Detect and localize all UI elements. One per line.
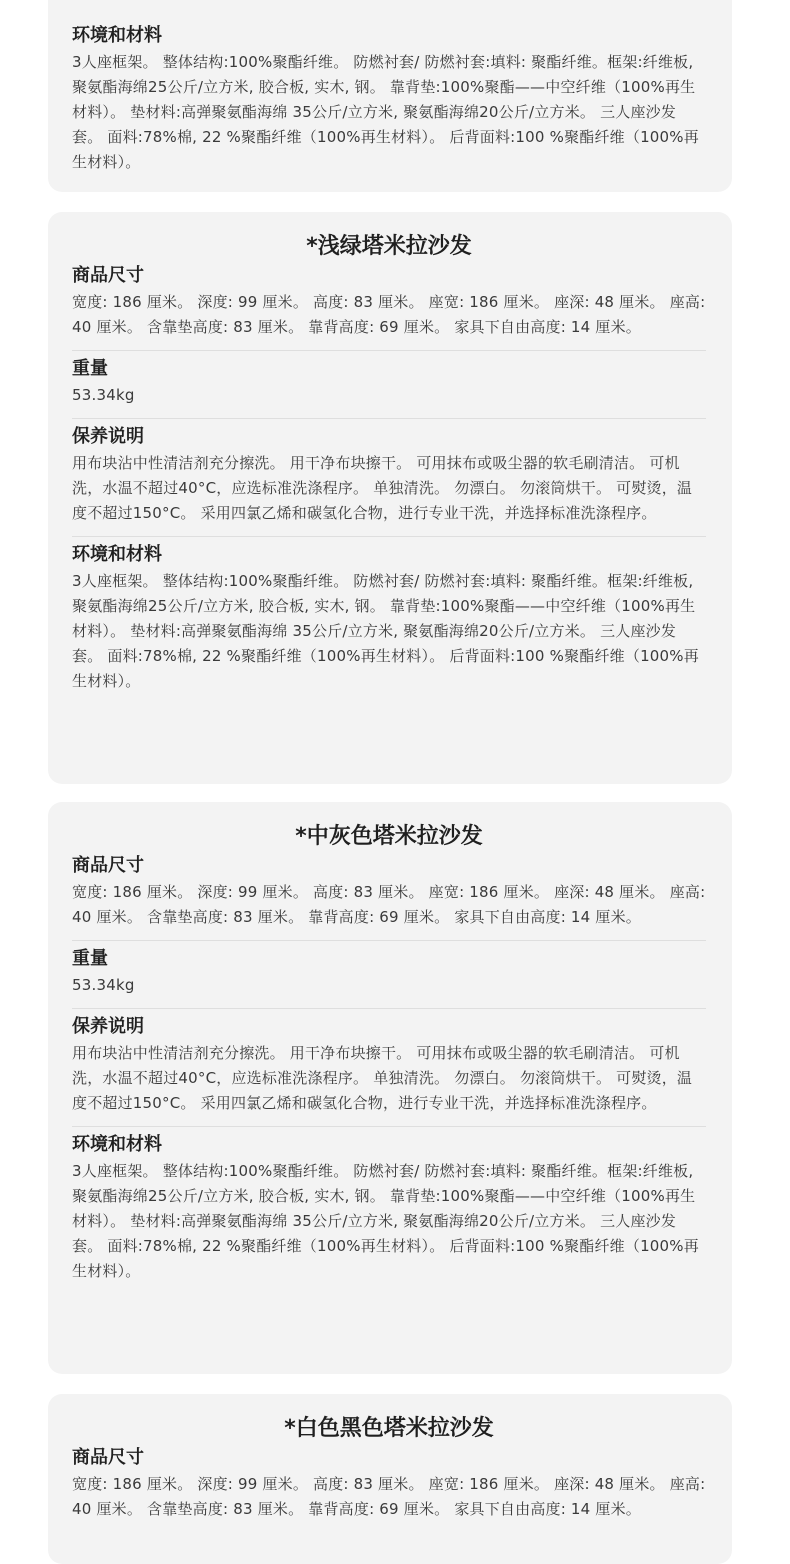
section-dimensions: [72, 854, 706, 930]
section-text: 3人座框架。 整体结构:100%聚酯纤维。 防燃衬套/ 防燃衬套:填料: 聚酯纤维。框架:纤维板, 聚氨酯海绵25公斤/立方米, 胶合板, 实木, 钢。 靠背垫:100%聚酯——中空纤维（100%再生材料）。 垫材料:高弹聚氨酯海绵 35公斤/立方米, 聚氨酯海绵20公斤/立方米。 三人座沙发套。 面料:78%棉, 22 %聚酯纤维（100%再生材料）。 后背面料:100 %聚酯纤维（100%再生材料）。: [72, 572, 699, 690]
section-materials: [72, 1126, 706, 1284]
section-text: 3人座框架。 整体结构:100%聚酯纤维。 防燃衬套/ 防燃衬套:填料: 聚酯纤维。框架:纤维板, 聚氨酯海绵25公斤/立方米, 胶合板, 实木, 钢。 靠背垫:100%聚酯——中空纤维（100%再生材料）。 垫材料:高弹聚氨酯海绵 35公斤/立方米, 聚氨酯海绵20公斤/立方米。 三人座沙发套。 面料:78%棉, 22 %聚酯纤维（100%再生材料）。 后背面料:100 %聚酯纤维（100%再生材料）。: [72, 1162, 699, 1280]
section-heading: 重量: [72, 358, 108, 379]
section-dimensions: [72, 264, 706, 340]
section-heading: 保养说明: [72, 426, 144, 447]
section-heading: 商品尺寸: [72, 855, 144, 876]
section-care: [72, 418, 706, 526]
section-materials: [72, 18, 706, 175]
section-weight: [72, 350, 706, 408]
product-card-light-green: [48, 212, 732, 784]
product-title: *白色黑色塔米拉沙发: [284, 1416, 494, 1441]
section-heading: 重量: [72, 948, 108, 969]
product-card-white-black: [48, 1394, 732, 1564]
section-heading: 商品尺寸: [72, 265, 144, 286]
section-text: 53.34kg: [72, 386, 135, 404]
section-materials: [72, 536, 706, 694]
section-text: 53.34kg: [72, 976, 135, 994]
section-text: 3人座框架。 整体结构:100%聚酯纤维。 防燃衬套/ 防燃衬套:填料: 聚酯纤维。框架:纤维板, 聚氨酯海绵25公斤/立方米, 胶合板, 实木, 钢。 靠背垫:100%聚酯——中空纤维（100%再生材料）。 垫材料:高弹聚氨酯海绵 35公斤/立方米, 聚氨酯海绵20公斤/立方米。 三人座沙发套。 面料:78%棉, 22 %聚酯纤维（100%再生材料）。 后背面料:100 %聚酯纤维（100%再生材料）。: [72, 53, 699, 171]
section-text: 宽度: 186 厘米。 深度: 99 厘米。 高度: 83 厘米。 座宽: 186 厘米。 座深: 48 厘米。 座高: 40 厘米。 含靠垫高度: 83 厘米。 靠背高度: 69 厘米。 家具下自由高度: 14 厘米。: [72, 883, 706, 926]
product-title: *浅绿塔米拉沙发: [306, 234, 472, 259]
section-heading: 环境和材料: [72, 544, 162, 565]
section-text: 用布块沾中性清洁剂充分擦洗。 用干净布块擦干。 可用抹布或吸尘器的软毛刷清洁。 可机洗，水温不超过40°C，应选标准洗涤程序。 单独清洗。 勿漂白。 勿滚筒烘干。 可熨烫，温度不超过150°C。 采用四氯乙烯和碳氢化合物，进行专业干洗，并选择标准洗涤程序。: [72, 454, 693, 522]
section-heading: 环境和材料: [72, 25, 162, 46]
product-card-partial: [48, 0, 732, 192]
section-care: [72, 1008, 706, 1116]
section-weight: [72, 940, 706, 998]
section-heading: 保养说明: [72, 1016, 144, 1037]
section-text: 用布块沾中性清洁剂充分擦洗。 用干净布块擦干。 可用抹布或吸尘器的软毛刷清洁。 可机洗，水温不超过40°C，应选标准洗涤程序。 单独清洗。 勿漂白。 勿滚筒烘干。 可熨烫，温度不超过150°C。 采用四氯乙烯和碳氢化合物，进行专业干洗，并选择标准洗涤程序。: [72, 1044, 693, 1112]
section-heading: 商品尺寸: [72, 1447, 144, 1468]
section-dimensions: [72, 1446, 706, 1522]
section-heading: 环境和材料: [72, 1134, 162, 1155]
section-text: 宽度: 186 厘米。 深度: 99 厘米。 高度: 83 厘米。 座宽: 186 厘米。 座深: 48 厘米。 座高: 40 厘米。 含靠垫高度: 83 厘米。 靠背高度: 69 厘米。 家具下自由高度: 14 厘米。: [72, 293, 706, 336]
product-title: *中灰色塔米拉沙发: [295, 824, 483, 849]
section-text: 宽度: 186 厘米。 深度: 99 厘米。 高度: 83 厘米。 座宽: 186 厘米。 座深: 48 厘米。 座高: 40 厘米。 含靠垫高度: 83 厘米。 靠背高度: 69 厘米。 家具下自由高度: 14 厘米。: [72, 1475, 706, 1518]
product-card-mid-gray: [48, 802, 732, 1374]
